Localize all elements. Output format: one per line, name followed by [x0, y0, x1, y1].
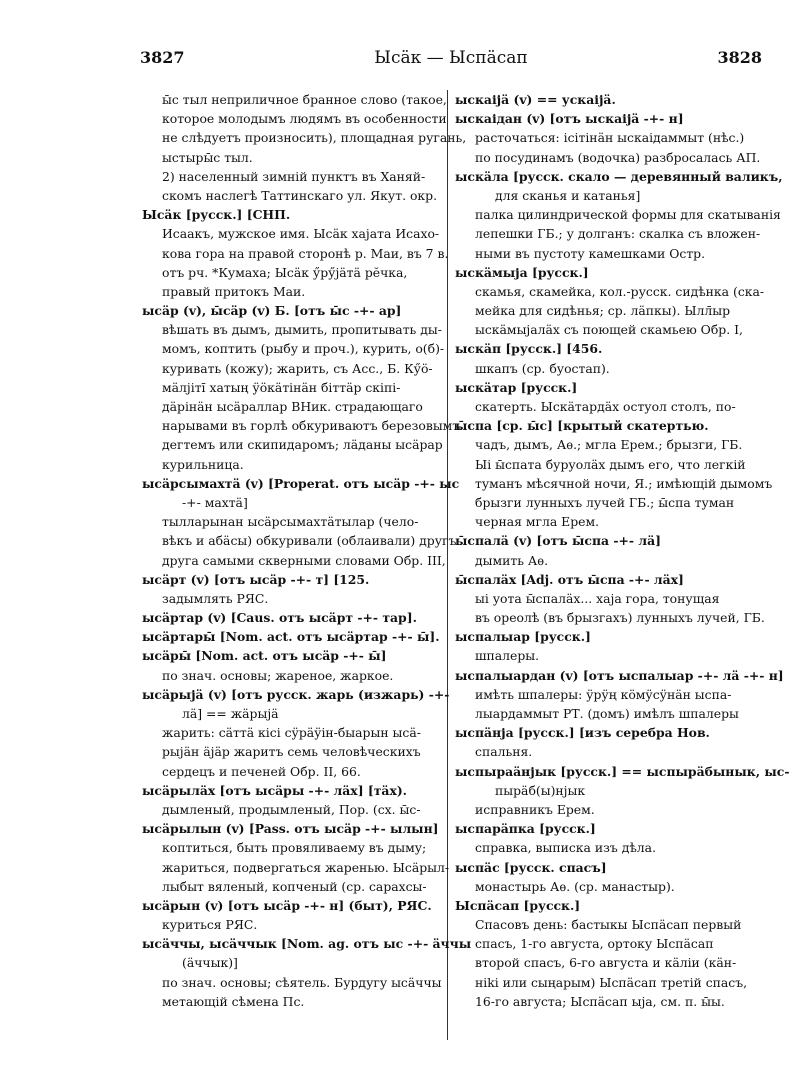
entry-text-line: шпалеры.: [475, 648, 540, 664]
entry-headword-line: ысӓртар (v) [Caus. отъ ысӓрт -+- тар].: [142, 610, 417, 626]
entry-text-line: скамья, скамейка, кол.-русск. сидѣнка (ска-: [475, 283, 765, 299]
page-header: [140, 48, 762, 74]
entry-text-line: момъ, коптить (рыбу и проч.), курить, о(б)-: [162, 341, 445, 357]
entry-text-line: жарить: сӓттӓ кісі сӱрӓӱін-быарын ысӓ-: [162, 725, 421, 741]
entry-text-line: справка, выписка изъ дѣла.: [475, 840, 657, 856]
entry-text-line: дегтемъ или скипидаромъ; лӓданы ысӓрар: [162, 437, 443, 453]
entry-text-line: не слѣдуетъ произносить), площадная ругань,: [162, 130, 467, 146]
entry-text-line: палка цилиндрической формы для скатыванія: [475, 207, 781, 223]
entry-text-line: расточаться: ісітінӓн ыскаідаммыт (нѣс.): [475, 130, 745, 146]
entry-text-line: вѣкъ и абӓсы) обкуривали (облаивали) другъ: [162, 533, 457, 549]
entry-text-line: лепешки ГБ.; у долганъ: скалка съ вложен-: [475, 226, 761, 242]
entry-text-line: скатерть. Ыскӓтардӓх остуол столъ, по-: [475, 399, 736, 414]
entry-text-line: ыстыры̄с тыл.: [162, 149, 253, 165]
entry-text-line: пырӓб(ы)нјык: [495, 782, 586, 798]
entry-text-line: въ ореолѣ (въ брызгахъ) лунныхъ лучей, ГБ.: [475, 610, 765, 626]
entry-text-line: исправникъ Ерем.: [475, 801, 595, 817]
entry-headword-line: ысӓрсымахтӓ (v) [Properat. отъ ысӓр -+- ыс: [142, 475, 460, 491]
entry-text-line: вѣшать въ дымъ, дымить, пропитывать ды-: [162, 322, 442, 338]
entry-text-line: задымлять РЯС.: [162, 590, 269, 606]
entry-text-line: второй спасъ, 6-го августа и кӓліи (кӓн-: [475, 955, 737, 971]
entry-text-line: мӓлјіті̄ хатың ӱӧкӓтінӓн біттӓр скіпі-: [162, 379, 401, 395]
entry-headword-line: ыспӓс [русск. спасъ]: [455, 859, 607, 875]
entry-headword-line: ыспыраӓнјык [русск.] == ыспырӓбынык, ыс-: [455, 763, 790, 779]
entry-text-line: куриться РЯС.: [162, 917, 258, 933]
entry-text-line: по знач. основы; сѣятель. Бурдугу ысӓччы: [162, 974, 442, 990]
entry-text-line: правый притокъ Маи.: [162, 283, 306, 299]
entry-headword-line: Ыспӓсап [русск.]: [455, 897, 581, 913]
entry-text-line: туманъ мѣсячной ночи, Я.; имѣющій дымомъ: [475, 475, 773, 491]
entry-headword-line: ысӓртары̄ [Nom. act. отъ ысӓртар -+- ы̄].: [142, 629, 440, 645]
entry-text-line: лыбыт вяленый, копченый (ср. сарахсы-: [162, 878, 427, 894]
entry-text-line: друга самыми скверными словами Обр. III,: [162, 552, 446, 568]
entry-text-line: лӓ] == жӓрыјӓ: [182, 706, 279, 721]
entry-text-line: жариться, подвергаться жаренью. Ысӓрыл-: [162, 859, 450, 875]
entry-text-line: спасъ, 1-го августа, ортоку Ыспӓсап: [475, 936, 714, 952]
entry-text-line: дымить Аѳ.: [475, 552, 549, 568]
entry-headword-line: ы̄спалӓ (v) [отъ ы̄спа -+- лӓ]: [455, 533, 661, 549]
entry-text-line: ными въ пустоту камешками Остр.: [475, 245, 706, 261]
entry-text-line: имѣть шпалеры: ӱрӱң кӧмӱсӱнӓн ыспа-: [475, 686, 732, 702]
entry-text-line: спальня.: [475, 744, 533, 760]
entry-text-line: скомъ наслегѣ Таттинскаго ул. Якут. окр.: [162, 187, 438, 203]
entry-headword-line: ысӓры̄ [Nom. act. отъ ысӓр -+- ы̄]: [142, 648, 387, 664]
entry-headword-line: ысӓрт (v) [отъ ысӓр -+- т] [125.: [142, 571, 370, 587]
entry-text-line: нарывами въ горлѣ обкуриваютъ березовымъ: [162, 418, 461, 434]
entry-headword-line: ыскӓмыја [русск.]: [455, 264, 589, 280]
entry-text-line: отъ рч. *Кумаха; Ысӓк ӳрӳјӓтӓ рӗчка,: [162, 264, 408, 280]
entry-headword-line: ысӓрылӓх [отъ ысӓры -+- лӓх] [тӓх).: [142, 782, 408, 798]
entry-text-line: (ӓччык)]: [182, 955, 238, 971]
entry-text-line: метающій сѣмена Пс.: [162, 993, 305, 1009]
entry-headword-line: ыскаіјӓ (v) == ускаіјӓ.: [455, 92, 616, 107]
entry-headword-line: ыспарӓпка [русск.]: [455, 821, 596, 837]
entry-headword-line: ы̄спа [ср. ы̄с] [крытый скатертью.: [455, 418, 709, 434]
entry-headword-line: ысӓрын (v) [отъ ысӓр -+- н] (быт), РЯС.: [142, 897, 432, 913]
entry-headword-line: ы̄спалӓх [Adj. отъ ы̄спа -+- лӓх]: [455, 571, 684, 587]
running-title: Ысӓк — Ыспӓсап: [374, 48, 528, 68]
entry-text-line: Спасовъ день: бастыкы Ыспӓсап первый: [475, 917, 742, 933]
entry-headword-line: ысӓр (v), ы̄сӓр (v) Б. [отъ ы̄с -+- ар]: [142, 303, 402, 319]
entry-headword-line: ыспӓнја [русск.] [изъ серебра Нов.: [455, 725, 710, 741]
entry-headword-line: ысӓччы, ысӓччык [Nom. ag. отъ ыс -+- ӓччы: [142, 936, 472, 952]
entry-headword-line: ыспалыардан (v) [отъ ыспалыар -+- лӓ -+- н]: [455, 667, 784, 683]
entry-headword-line: ыспалыар [русск.]: [455, 629, 591, 645]
entry-text-line: куривать (кожу); жарить, съ Асс., Б. Кӳӧ-: [162, 360, 433, 376]
entry-text-line: черная мгла Ерем.: [475, 514, 600, 530]
entry-text-line: дӓрінӓн ысӓраллар ВНик. страдающаго: [162, 399, 423, 414]
entry-text-line: по знач. основы; жареное, жаркое.: [162, 667, 394, 683]
entry-text-line: дымленый, продымленый, Пор. (сх. ы̄с-: [162, 801, 421, 817]
entry-text-line: ы̄с тыл неприличное бранное слово (такое,: [162, 92, 447, 107]
left-column: [142, 90, 472, 1011]
entry-text-line: Исаакъ, мужское имя. Ысӓк хајата Исахо-: [162, 226, 440, 242]
entry-text-line: тылларынан ысӓрсымахтӓтылар (чело-: [162, 514, 419, 530]
entry-text-line: по посудинамъ (водочка) разбросалась АП.: [475, 149, 761, 165]
entry-text-line: шкапъ (ср. буостап).: [475, 360, 610, 376]
entry-text-line: коптиться, быть провяливаему въ дыму;: [162, 840, 427, 856]
entry-text-line: брызги лунныхъ лучей ГБ.; ы̄спа туман: [475, 494, 735, 510]
entry-text-line: рыјӓн ӓјӓр жаритъ семь человѣческихъ: [162, 744, 421, 760]
entry-text-line: мейка для сидѣнья; ср. лӓпкы). Ылл̄ыр: [475, 303, 731, 319]
entry-text-line: ыі уота ы̄спалӓх... хаја гора, тонущая: [475, 590, 720, 606]
entry-text-line: чадъ, дымъ, Аѳ.; мгла Ерем.; брызги, ГБ.: [475, 437, 743, 453]
entry-text-line: лыардаммыт РТ. (домъ) имѣлъ шпалеры: [475, 706, 739, 721]
entry-text-line: ыскӓмыјалӓх съ поющей скамьею Обр. I,: [475, 322, 743, 338]
entry-headword-line: Ысӓк [русск.] [СНП.: [142, 207, 291, 223]
page-number-left: 3827: [140, 48, 185, 67]
entry-headword-line: ыскӓтар [русск.]: [455, 379, 578, 395]
column-divider: [447, 90, 448, 1040]
entry-headword-line: ысӓрылын (v) [Pass. отъ ысӓр -+- ылын]: [142, 821, 439, 837]
entry-text-line: курильница.: [162, 456, 244, 472]
entry-text-line: которое молодымъ людямъ въ особенности: [162, 111, 447, 127]
entry-text-line: сердецъ и печеней Обр. II, 66.: [162, 763, 361, 779]
entry-text-line: -+- махтӓ]: [182, 494, 248, 510]
entry-text-line: 2) населенный зимній пунктъ въ Ханяй-: [162, 168, 426, 184]
entry-text-line: для сканья и катанья]: [495, 187, 641, 203]
page-number-right: 3828: [717, 48, 762, 67]
entry-headword-line: ыскӓла [русск. скало — деревянный валикъ,: [455, 168, 783, 184]
entry-headword-line: ыскаідан (v) [отъ ыскаіјӓ -+- н]: [455, 111, 684, 127]
entry-text-line: кова гора на правой сторонѣ р. Маи, въ 7 в.: [162, 245, 449, 261]
entry-text-line: ніkі или сыңарым) Ыспӓсап третій спасъ,: [475, 974, 748, 990]
entry-headword-line: ысӓрыјӓ (v) [отъ русск. жарь (изжарь) -+-: [142, 686, 450, 702]
right-column: [455, 90, 790, 1011]
entry-headword-line: ыскӓп [русск.] [456.: [455, 341, 603, 357]
entry-text-line: монастырь Аѳ. (ср. манастыр).: [475, 878, 675, 894]
entry-text-line: 16-го августа; Ыспӓсап ыја, см. п. ы̄ы.: [475, 993, 725, 1009]
entry-text-line: Ыі ы̄спата буруолӓх дымъ его, что легкій: [475, 456, 746, 472]
